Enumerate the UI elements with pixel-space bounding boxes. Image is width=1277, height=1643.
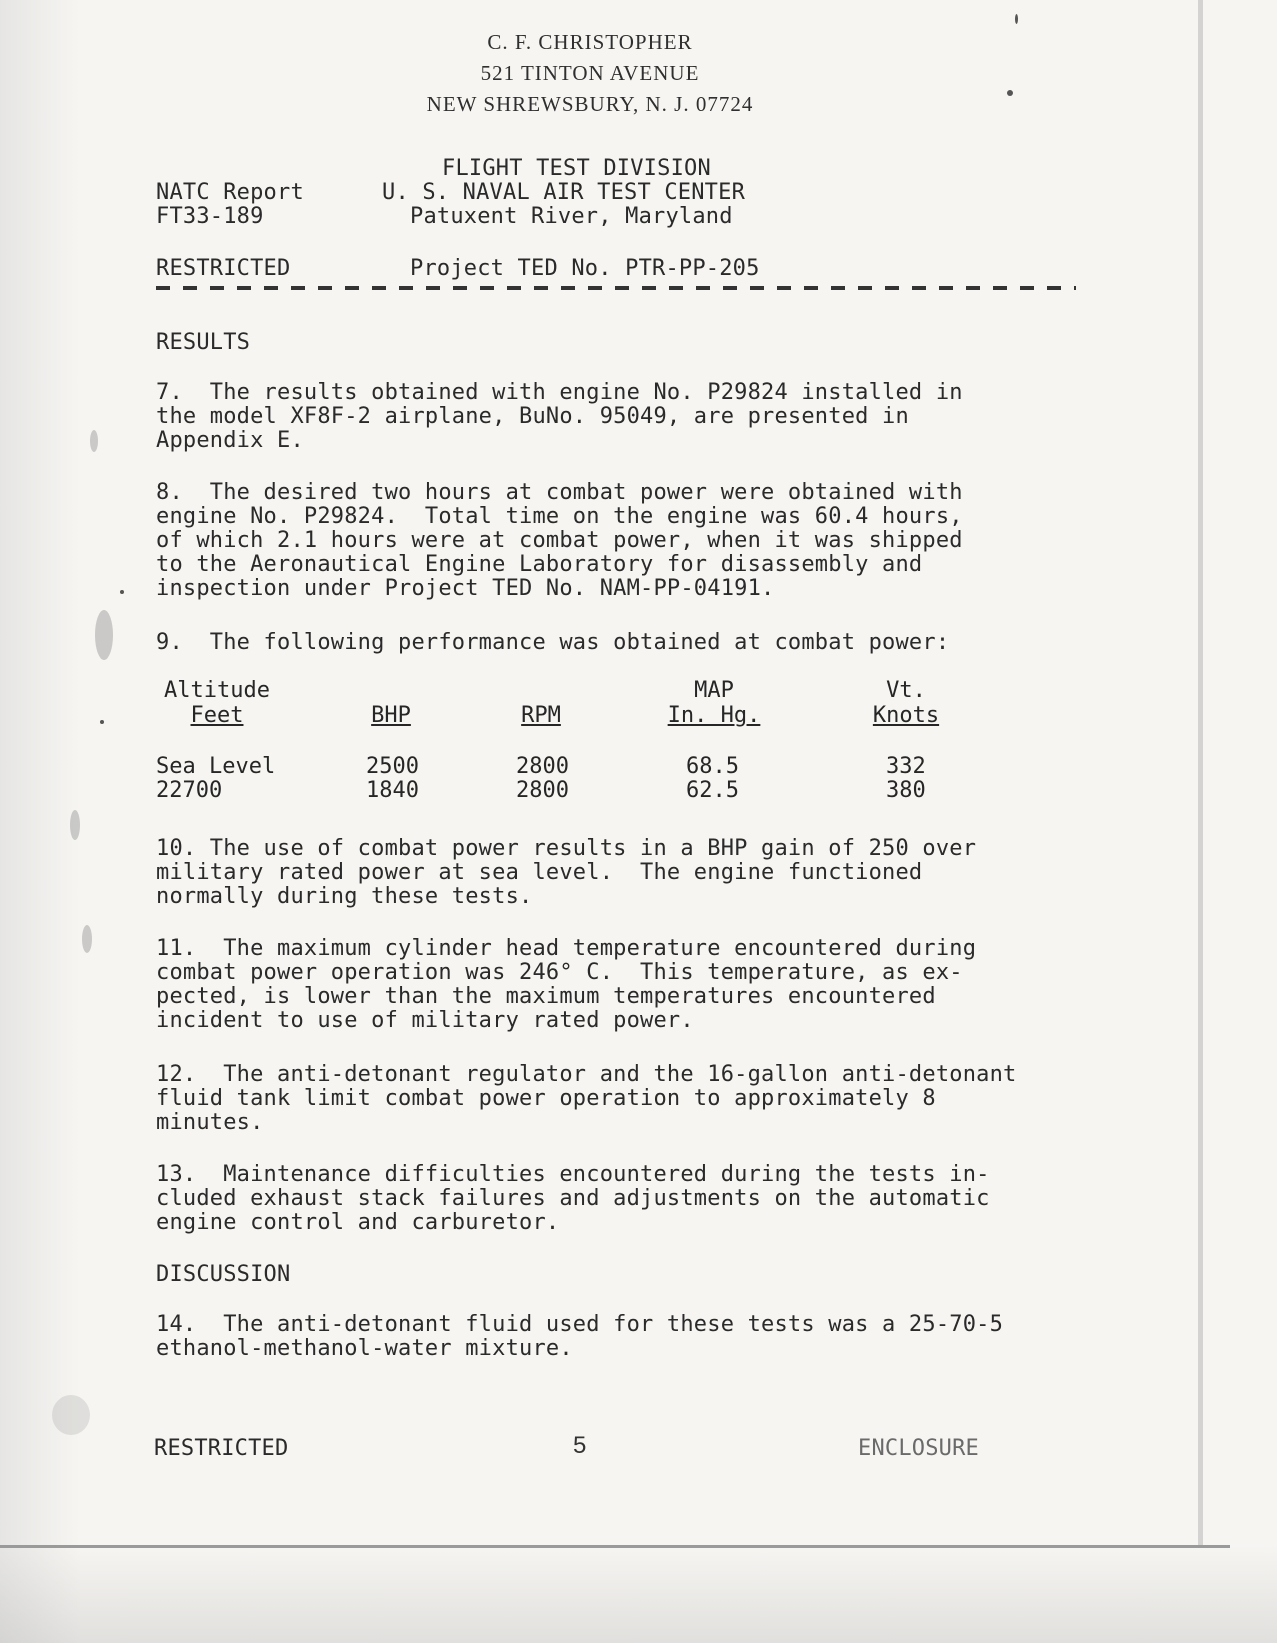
center-location: Patuxent River, Maryland — [410, 204, 733, 229]
text-line: 10. The use of combat power results in a BHP gain of 250 over — [156, 836, 977, 861]
letterhead-street: 521 TINTON AVENUE — [480, 61, 700, 85]
header-bottom: BHP — [371, 703, 411, 728]
enclosure-label: ENCLOSURE — [858, 1436, 980, 1461]
header-top: Vt. — [886, 678, 926, 703]
text-line: incident to use of military rated power. — [156, 1008, 694, 1033]
cell-bhp: 1840 — [366, 778, 419, 803]
text-line: of which 2.1 hours were at combat power, when it was shipped — [156, 528, 963, 553]
text-line: pected, is lower than the maximum temperatures encountered — [156, 984, 936, 1009]
header-top: MAP — [694, 678, 734, 703]
results-heading: RESULTS — [156, 330, 251, 355]
scan-speck — [100, 720, 104, 724]
column-header-altitude — [152, 678, 282, 728]
scan-speck — [1015, 14, 1018, 24]
cell-map: 68.5 — [686, 754, 739, 779]
project-number: Project TED No. PTR-PP-205 — [410, 256, 760, 281]
scan-smudge — [82, 925, 92, 953]
text-line: military rated power at sea level. The engine functioned — [156, 860, 923, 885]
discussion-heading: DISCUSSION — [156, 1262, 291, 1287]
scan-smudge — [95, 610, 113, 660]
text-line: 13. Maintenance difficulties encountered during the tests in- — [156, 1162, 990, 1187]
cell-altitude: Sea Level — [156, 754, 276, 779]
text-line: engine control and carburetor. — [156, 1210, 560, 1235]
cell-altitude: 22700 — [156, 778, 223, 803]
column-header-rpm — [506, 678, 576, 728]
scan-bottom-shadow — [0, 1545, 1277, 1643]
scan-hole — [52, 1395, 90, 1435]
header-bottom: Feet — [190, 703, 244, 728]
classification-footer: RESTRICTED — [154, 1436, 289, 1461]
cell-map: 62.5 — [686, 778, 739, 803]
report-number: FT33-189 — [156, 204, 264, 229]
scan-right-edge — [1198, 0, 1203, 1545]
cell-vt: 380 — [886, 778, 926, 803]
text-line: minutes. — [156, 1110, 264, 1135]
cell-rpm: 2800 — [516, 754, 569, 779]
text-line: engine No. P29824. Total time on the engine was 60.4 hours, — [156, 504, 963, 529]
header-bottom: RPM — [521, 703, 561, 728]
column-header-map — [654, 678, 774, 728]
page-number: 5 — [573, 1432, 587, 1459]
letterhead-name: C. F. CHRISTOPHER — [487, 30, 693, 54]
text-line: to the Aeronautical Engine Laboratory for disassembly and — [156, 552, 923, 577]
cell-bhp: 2500 — [366, 754, 419, 779]
text-line: normally during these tests. — [156, 884, 533, 909]
dashed-separator — [156, 286, 1076, 290]
text-line: ethanol-methanol-water mixture. — [156, 1336, 573, 1361]
text-line: Appendix E. — [156, 428, 304, 453]
text-line: inspection under Project TED No. NAM-PP-04191. — [156, 576, 775, 601]
cell-vt: 332 — [886, 754, 926, 779]
scan-speck — [120, 590, 124, 594]
letterhead-city: NEW SHREWSBURY, N. J. 07724 — [426, 92, 754, 116]
header-bottom: Knots — [872, 703, 940, 728]
text-line: cluded exhaust stack failures and adjustments on the automatic — [156, 1186, 990, 1211]
header-bottom: In. Hg. — [667, 703, 761, 728]
cell-rpm: 2800 — [516, 778, 569, 803]
text-line: 11. The maximum cylinder head temperature encountered during — [156, 936, 977, 961]
scan-speck — [1007, 90, 1013, 96]
report-label: NATC Report — [156, 180, 304, 205]
text-line: combat power operation was 246° C. This temperature, as ex- — [156, 960, 963, 985]
column-header-vt — [861, 678, 951, 728]
header-top: Altitude — [164, 678, 270, 703]
scan-smudge — [90, 430, 98, 452]
division-title: FLIGHT TEST DIVISION — [442, 156, 711, 181]
text-line: 7. The results obtained with engine No. P29824 installed in — [156, 380, 963, 405]
text-line: 14. The anti-detonant fluid used for these tests was a 25-70-5 — [156, 1312, 1004, 1337]
column-header-bhp — [356, 678, 426, 728]
text-line: 9. The following performance was obtained at combat power: — [156, 630, 950, 655]
classification-top: RESTRICTED — [156, 256, 291, 281]
text-line: the model XF8F-2 airplane, BuNo. 95049, are presented in — [156, 404, 909, 429]
scan-smudge — [70, 810, 80, 840]
text-line: 8. The desired two hours at combat power were obtained with — [156, 480, 963, 505]
text-line: fluid tank limit combat power operation to approximately 8 — [156, 1086, 936, 1111]
center-name: U. S. NAVAL AIR TEST CENTER — [382, 180, 746, 205]
text-line: 12. The anti-detonant regulator and the 16-gallon anti-detonant — [156, 1062, 1017, 1087]
scan-bottom-edge — [0, 1545, 1230, 1548]
